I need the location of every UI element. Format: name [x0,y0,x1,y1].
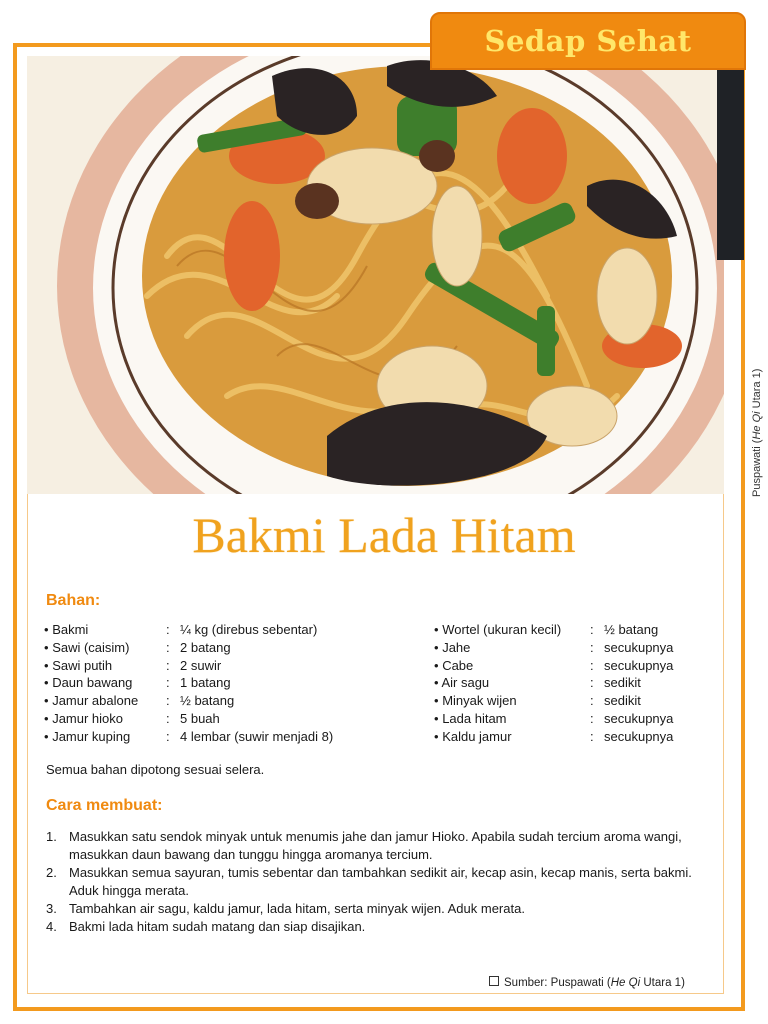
ingredient-row: • Minyak wijen : sedikit [434,693,641,709]
method-step: 3. Tambahkan air sagu, kaldu jamur, lada hitam, serta minyak wijen. Aduk merata. [46,901,525,916]
method-step-text: Masukkan semua sayuran, tumis sebentar dan tambahkan sedikit air, kecap asin, kecap manis, serta bakmi. Aduk hingga merata. [69,865,692,898]
ingredient-amount: sedikit [604,693,641,709]
ingredient-name: Cabe [442,657,474,673]
ingredient-amount: secukupnya [604,728,674,744]
ingredient-amount: ¼ kg (direbus sebentar) [180,622,318,637]
ingredient-row: • Lada hitam : secukupnya [434,710,674,726]
photo-edge-strip [717,70,744,260]
photo-credit-italic: He Qi [751,411,763,440]
ingredient-amount: 4 lembar (suwir menjadi 8) [180,728,334,744]
ingredient-name: Minyak wijen [442,693,517,709]
ingredient-amount: sedikit [604,675,641,691]
ingredient-row: • Air sagu : sedikit [434,675,641,691]
source-prefix: Sumber: Puspawati ( [504,977,611,989]
source-italic: He Qi [610,977,641,989]
ingredient-name: Daun bawang [52,675,133,691]
photo-credit [751,369,763,497]
ingredients-list-right [434,621,673,746]
ingredients-heading: Bahan: [46,592,101,609]
ingredient-row: • Jahe : secukupnya [434,639,674,655]
ingredients-note: Semua bahan dipotong sesuai selera. [46,762,265,777]
ingredient-name: Lada hitam [442,710,507,726]
checkbox-square-icon [489,976,499,986]
section-tab-label: Sedap Sehat [484,24,692,58]
method-step: 2. Masukkan semua sayuran, tumis sebentar dan tambahkan sedikit air, kecap asin, kecap manis, serta bakmi. Aduk hingga merata. [46,865,692,898]
photo-credit-prefix: Puspawati ( [751,439,763,497]
ingredient-amount: ½ batang [180,693,235,709]
ingredient-amount: secukupnya [604,657,674,673]
ingredient-amount: 2 suwir [180,657,222,673]
ingredient-row: • Cabe : secukupnya [434,657,674,673]
ingredient-row: • Jamur abalone : ½ batang [44,693,235,709]
ingredient-amount: ½ batang [604,622,659,637]
ingredient-row: • Sawi (caisim) : 2 batang [44,639,231,655]
ingredient-row: • Sawi putih : 2 suwir [44,657,222,673]
ingredient-name: Jamur abalone [52,693,139,709]
ingredient-amount: 5 buah [180,710,220,726]
method-step: 1. Masukkan satu sendok minyak untuk menumis jahe dan jamur Hioko. Apabila sudah tercium aroma wangi, masukkan daun bawang dan tunggu hingga aromanya tercium. [46,829,682,862]
ingredient-amount: secukupnya [604,639,674,655]
ingredient-row: • Bakmi : ¼ kg (direbus sebentar) [44,622,318,637]
method-step-text: Masukkan satu sendok minyak untuk menumis jahe dan jamur Hioko. Apabila sudah tercium aroma wangi, masukkan daun bawang dan tunggu hingga aromanya tercium. [69,829,682,862]
method-heading: Cara membuat: [46,797,163,814]
ingredient-row: • Wortel (ukuran kecil) : ½ batang [434,622,659,637]
method-step-text: Tambahkan air sagu, kaldu jamur, lada hitam, serta minyak wijen. Aduk merata. [69,901,525,916]
method-step-text: Bakmi lada hitam sudah matang dan siap disajikan. [69,919,366,934]
recipe-title: Bakmi Lada Hitam [192,507,576,563]
section-tab [430,12,746,70]
ingredient-name: Sawi putih [52,657,113,673]
ingredient-row: • Daun bawang : 1 batang [44,675,231,691]
ingredient-amount: secukupnya [604,710,674,726]
method-step: 4. Bakmi lada hitam sudah matang dan siap disajikan. [46,919,366,934]
dish-photo [27,56,724,494]
ingredients-list-left [44,621,333,746]
ingredient-name: Jahe [442,639,471,655]
source-suffix: Utara 1) [640,977,685,989]
ingredient-name: Sawi (caisim) [52,639,130,655]
photo-credit-suffix: Utara 1) [751,368,763,412]
source-credit [489,976,685,989]
ingredient-row: • Jamur kuping : 4 lembar (suwir menjadi 8) [44,728,334,744]
ingredient-name: Bakmi [52,622,89,637]
ingredient-name: Kaldu jamur [442,728,512,744]
ingredient-name: Air sagu [441,675,490,691]
ingredient-row: • Jamur hioko : 5 buah [44,710,220,726]
method-steps [46,828,696,936]
ingredient-row: • Kaldu jamur : secukupnya [434,728,674,744]
ingredient-name: Wortel (ukuran kecil) [442,622,562,637]
ingredient-amount: 1 batang [180,675,231,691]
ingredient-amount: 2 batang [180,639,231,655]
ingredient-name: Jamur kuping [52,728,131,744]
ingredient-name: Jamur hioko [52,710,123,726]
